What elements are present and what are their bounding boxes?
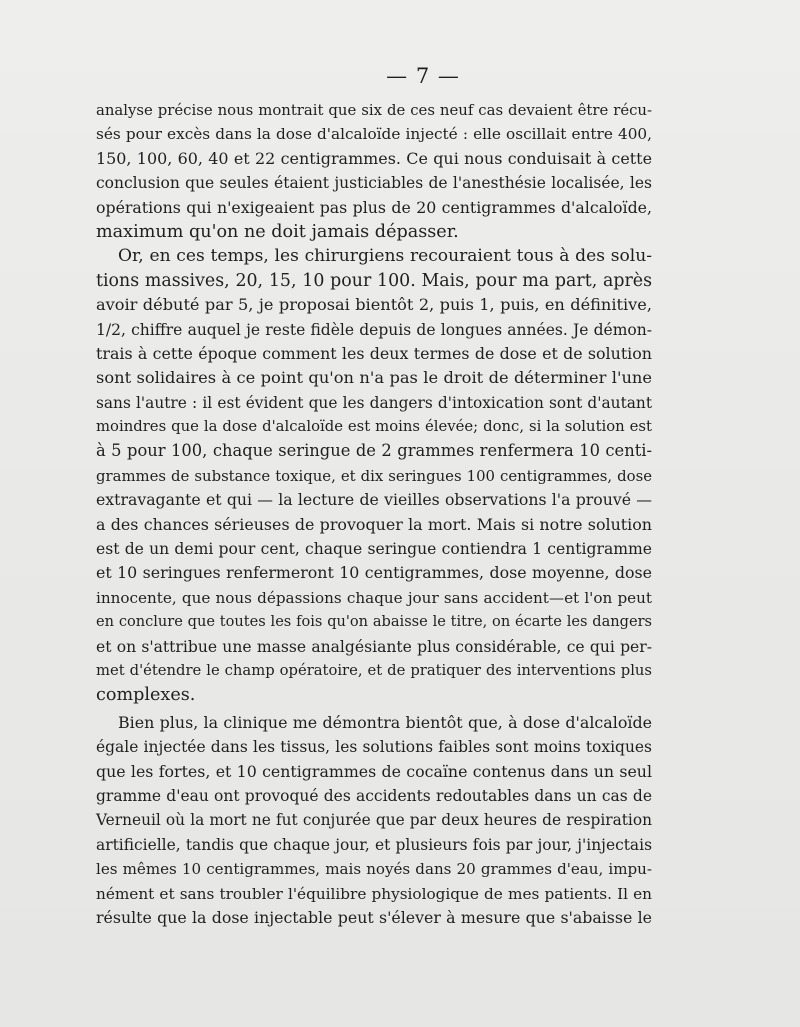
- text-line: grammes de substance toxique, et dix seringues 100 centigrammes, dose: [96, 466, 652, 485]
- text-line: opérations qui n'exigeaient pas plus de 20 centigrammes d'alcaloïde,: [96, 197, 652, 217]
- text-line: conclusion que seules étaient justiciables de l'anesthésie localisée, les: [96, 174, 652, 193]
- text-line: maximum qu'on ne doit jamais dépasser.: [96, 221, 459, 242]
- paragraph-start-line: Bien plus, la clinique me démontra bientôt que, à dose d'alcaloïde: [118, 712, 652, 732]
- page-number: — 7 —: [386, 64, 460, 88]
- text-line: Verneuil où la mort ne fut conjurée que par deux heures de respiration: [96, 811, 652, 830]
- body-text: [96, 98, 652, 930]
- text-line: sont solidaires à ce point qu'on n'a pas le droit de déterminer l'une: [96, 368, 652, 388]
- text-line: complexes.: [96, 685, 196, 706]
- text-line: analyse précise nous montrait que six de ces neuf cas devaient être récu-: [96, 101, 652, 119]
- text-line: et 10 seringues renfermeront 10 centigrammes, dose moyenne, dose: [96, 563, 652, 583]
- text-line: 150, 100, 60, 40 et 22 centigrammes. Ce qui nous conduisait à cette: [96, 148, 652, 168]
- text-line: sés pour excès dans la dose d'alcaloïde injecté : elle oscillait entre 400,: [96, 125, 652, 144]
- text-line: extravagante et qui — la lecture de vieilles observations l'a prouvé —: [96, 490, 652, 510]
- text-line: a des chances sérieuses de provoquer la mort. Mais si notre solution: [96, 514, 652, 534]
- text-line: sans l'autre : il est évident que les dangers d'intoxication sont d'autant: [96, 393, 652, 412]
- text-line: que les fortes, et 10 centigrammes de cocaïne contenus dans un seul: [96, 761, 652, 781]
- text-line: tions massives, 20, 15, 10 pour 100. Mais, pour ma part, après: [96, 270, 652, 291]
- text-line: gramme d'eau ont provoqué des accidents redoutables dans un cas de: [96, 786, 652, 805]
- text-line: les mêmes 10 centigrammes, mais noyés dans 20 grammes d'eau, impu-: [96, 860, 652, 879]
- text-line: avoir débuté par 5, je proposai bientôt 2, puis 1, puis, en définitive,: [96, 295, 652, 315]
- text-line: et on s'attribue une masse analgésiante plus considérable, ce qui per-: [96, 637, 652, 656]
- text-line: à 5 pour 100, chaque seringue de 2 grammes renfermera 10 centi-: [96, 441, 652, 461]
- text-line: en conclure que toutes les fois qu'on abaisse le titre, on écarte les dangers: [96, 613, 652, 631]
- text-line: 1/2, chiffre auquel je reste fidèle depuis de longues années. Je démon-: [96, 320, 652, 339]
- text-line: met d'étendre le champ opératoire, et de pratiquer des interventions plus: [96, 661, 652, 679]
- text-line: moindres que la dose d'alcaloïde est moins élevée; donc, si la solution est: [96, 418, 652, 436]
- text-line: innocente, que nous dépassions chaque jour sans accident—et l'on peut: [96, 588, 652, 607]
- paragraph-start-line: Or, en ces temps, les chirurgiens recouraient tous à des solu-: [118, 246, 652, 267]
- text-line: résulte que la dose injectable peut s'élever à mesure que s'abaisse le: [96, 907, 652, 927]
- text-line: artificielle, tandis que chaque jour, et plusieurs fois par jour, j'injectais: [96, 835, 652, 854]
- text-line: trais à cette époque comment les deux termes de dose et de solution: [96, 343, 652, 363]
- text-line: égale injectée dans les tissus, les solutions faibles sont moins toxiques: [96, 738, 652, 757]
- text-line: est de un demi pour cent, chaque seringue contiendra 1 centigramme: [96, 540, 652, 559]
- text-line: nément et sans troubler l'équilibre physiologique de mes patients. Il en: [96, 884, 652, 903]
